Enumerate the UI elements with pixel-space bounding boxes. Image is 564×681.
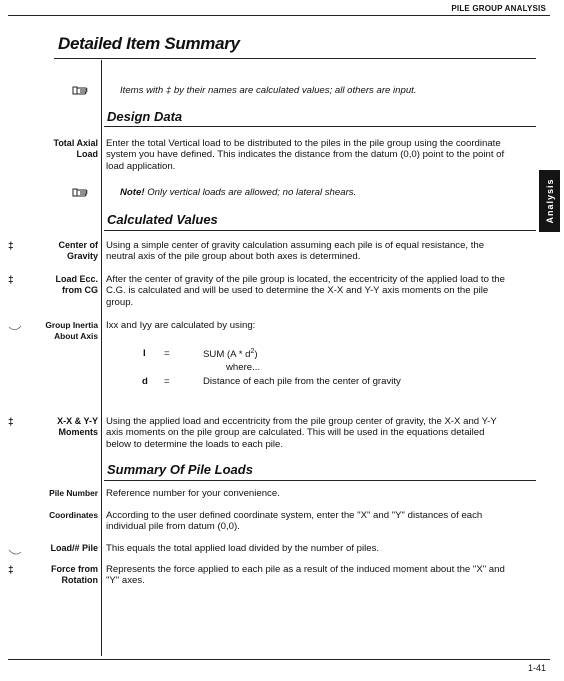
header-rule — [8, 15, 550, 16]
column-divider — [101, 60, 102, 656]
section-rule — [104, 480, 536, 481]
side-tab — [539, 170, 560, 232]
formula-where: where... — [226, 362, 261, 373]
formula-distance: Distance of each pile from the center of gravity — [203, 376, 401, 387]
calculated-marker: ‡ — [8, 565, 14, 576]
text-load-ecc: After the center of gravity of the pile group is located, the eccentricity of the applied load to the C.G. is calculated and will be used to determine the X-X and Y-Y axis moments on the pile group. — [106, 274, 505, 308]
formula-eq: = — [164, 348, 170, 359]
label-coordinates: Coordinates — [49, 510, 98, 520]
section-calculated-values: Calculated Values — [107, 212, 218, 227]
formula-eq: = — [164, 376, 170, 387]
page-number: 1-41 — [527, 663, 546, 673]
footer-rule — [8, 659, 550, 660]
title-rule — [54, 58, 536, 59]
margin-mark — [8, 324, 22, 332]
text-force-from-rotation: Represents the force applied to each pile as a result of the induced moment about the "X" and "Y" axes. — [106, 564, 505, 587]
label-load-per-pile: Load/# Pile — [50, 543, 98, 553]
section-design-data: Design Data — [107, 109, 183, 124]
formula-superscript: 2 — [250, 348, 255, 355]
label-force-from-rotation: Force from Rotation — [50, 564, 98, 585]
section-rule — [104, 230, 536, 231]
text-total-axial-load: Enter the total Vertical load to be distributed to the piles in the pile group using the coordinate system you have defined. This indicates the distance from the datum (0,0) point to the point of load application. — [106, 138, 505, 172]
text-pile-number: Reference number for your convenience. — [106, 488, 280, 499]
note-text: Only vertical loads are allowed; no lateral shears. — [147, 187, 357, 198]
pointing-hand-icon — [72, 84, 92, 96]
note-bold: Note! — [120, 187, 145, 198]
calculated-marker: ‡ — [8, 241, 14, 252]
label-total-axial-load: Total Axial Load — [53, 138, 98, 159]
text-load-per-pile: This equals the total applied load divided by the number of piles. — [106, 543, 380, 554]
formula-sum-text: SUM (A * d — [203, 349, 251, 361]
running-header: PILE GROUP ANALYSIS — [451, 4, 546, 13]
calculated-marker: ‡ — [8, 417, 14, 428]
text-group-inertia: Ixx and Iyy are calculated by using: — [106, 320, 256, 331]
section-summary-pile-loads: Summary Of Pile Loads — [107, 462, 253, 477]
formula-lhs-i: I — [143, 348, 146, 359]
page-title: Detailed Item Summary — [58, 34, 240, 53]
label-load-ecc: Load Ecc. from CG — [55, 274, 98, 295]
label-center-of-gravity: Center of Gravity — [58, 240, 98, 261]
margin-mark — [8, 548, 22, 556]
label-pile-number: Pile Number — [49, 488, 98, 498]
label-group-inertia: Group Inertia About Axis — [45, 320, 98, 341]
formula-sum — [203, 348, 258, 360]
formula-lhs-d: d — [142, 376, 148, 387]
text-center-of-gravity: Using a simple center of gravity calculation assuming each pile is of equal resistance, the neutral axis of the pile group about both axes is determined. — [106, 240, 485, 263]
formula-close: ) — [254, 349, 258, 361]
calculated-marker: ‡ — [8, 275, 14, 286]
design-note — [120, 187, 520, 198]
text-coordinates: According to the user defined coordinate system, enter the "X" and "Y" distances of each individual pile from datum (0,0). — [106, 510, 483, 533]
pointing-hand-icon — [72, 186, 92, 198]
label-xx-yy-moments: X-X & Y-Y Moments — [57, 416, 98, 437]
side-tab-label: Analysis — [544, 178, 555, 224]
intro-note: Items with ‡ by their names are calculated values; all others are input. — [120, 85, 417, 96]
section-rule — [104, 126, 536, 127]
text-xx-yy-moments: Using the applied load and eccentricity from the pile group center of gravity, the X-X and Y-Y axis moments on the pile group are calculated. This will be used in the equations detailed below to determine the loads to each pile. — [106, 416, 497, 450]
